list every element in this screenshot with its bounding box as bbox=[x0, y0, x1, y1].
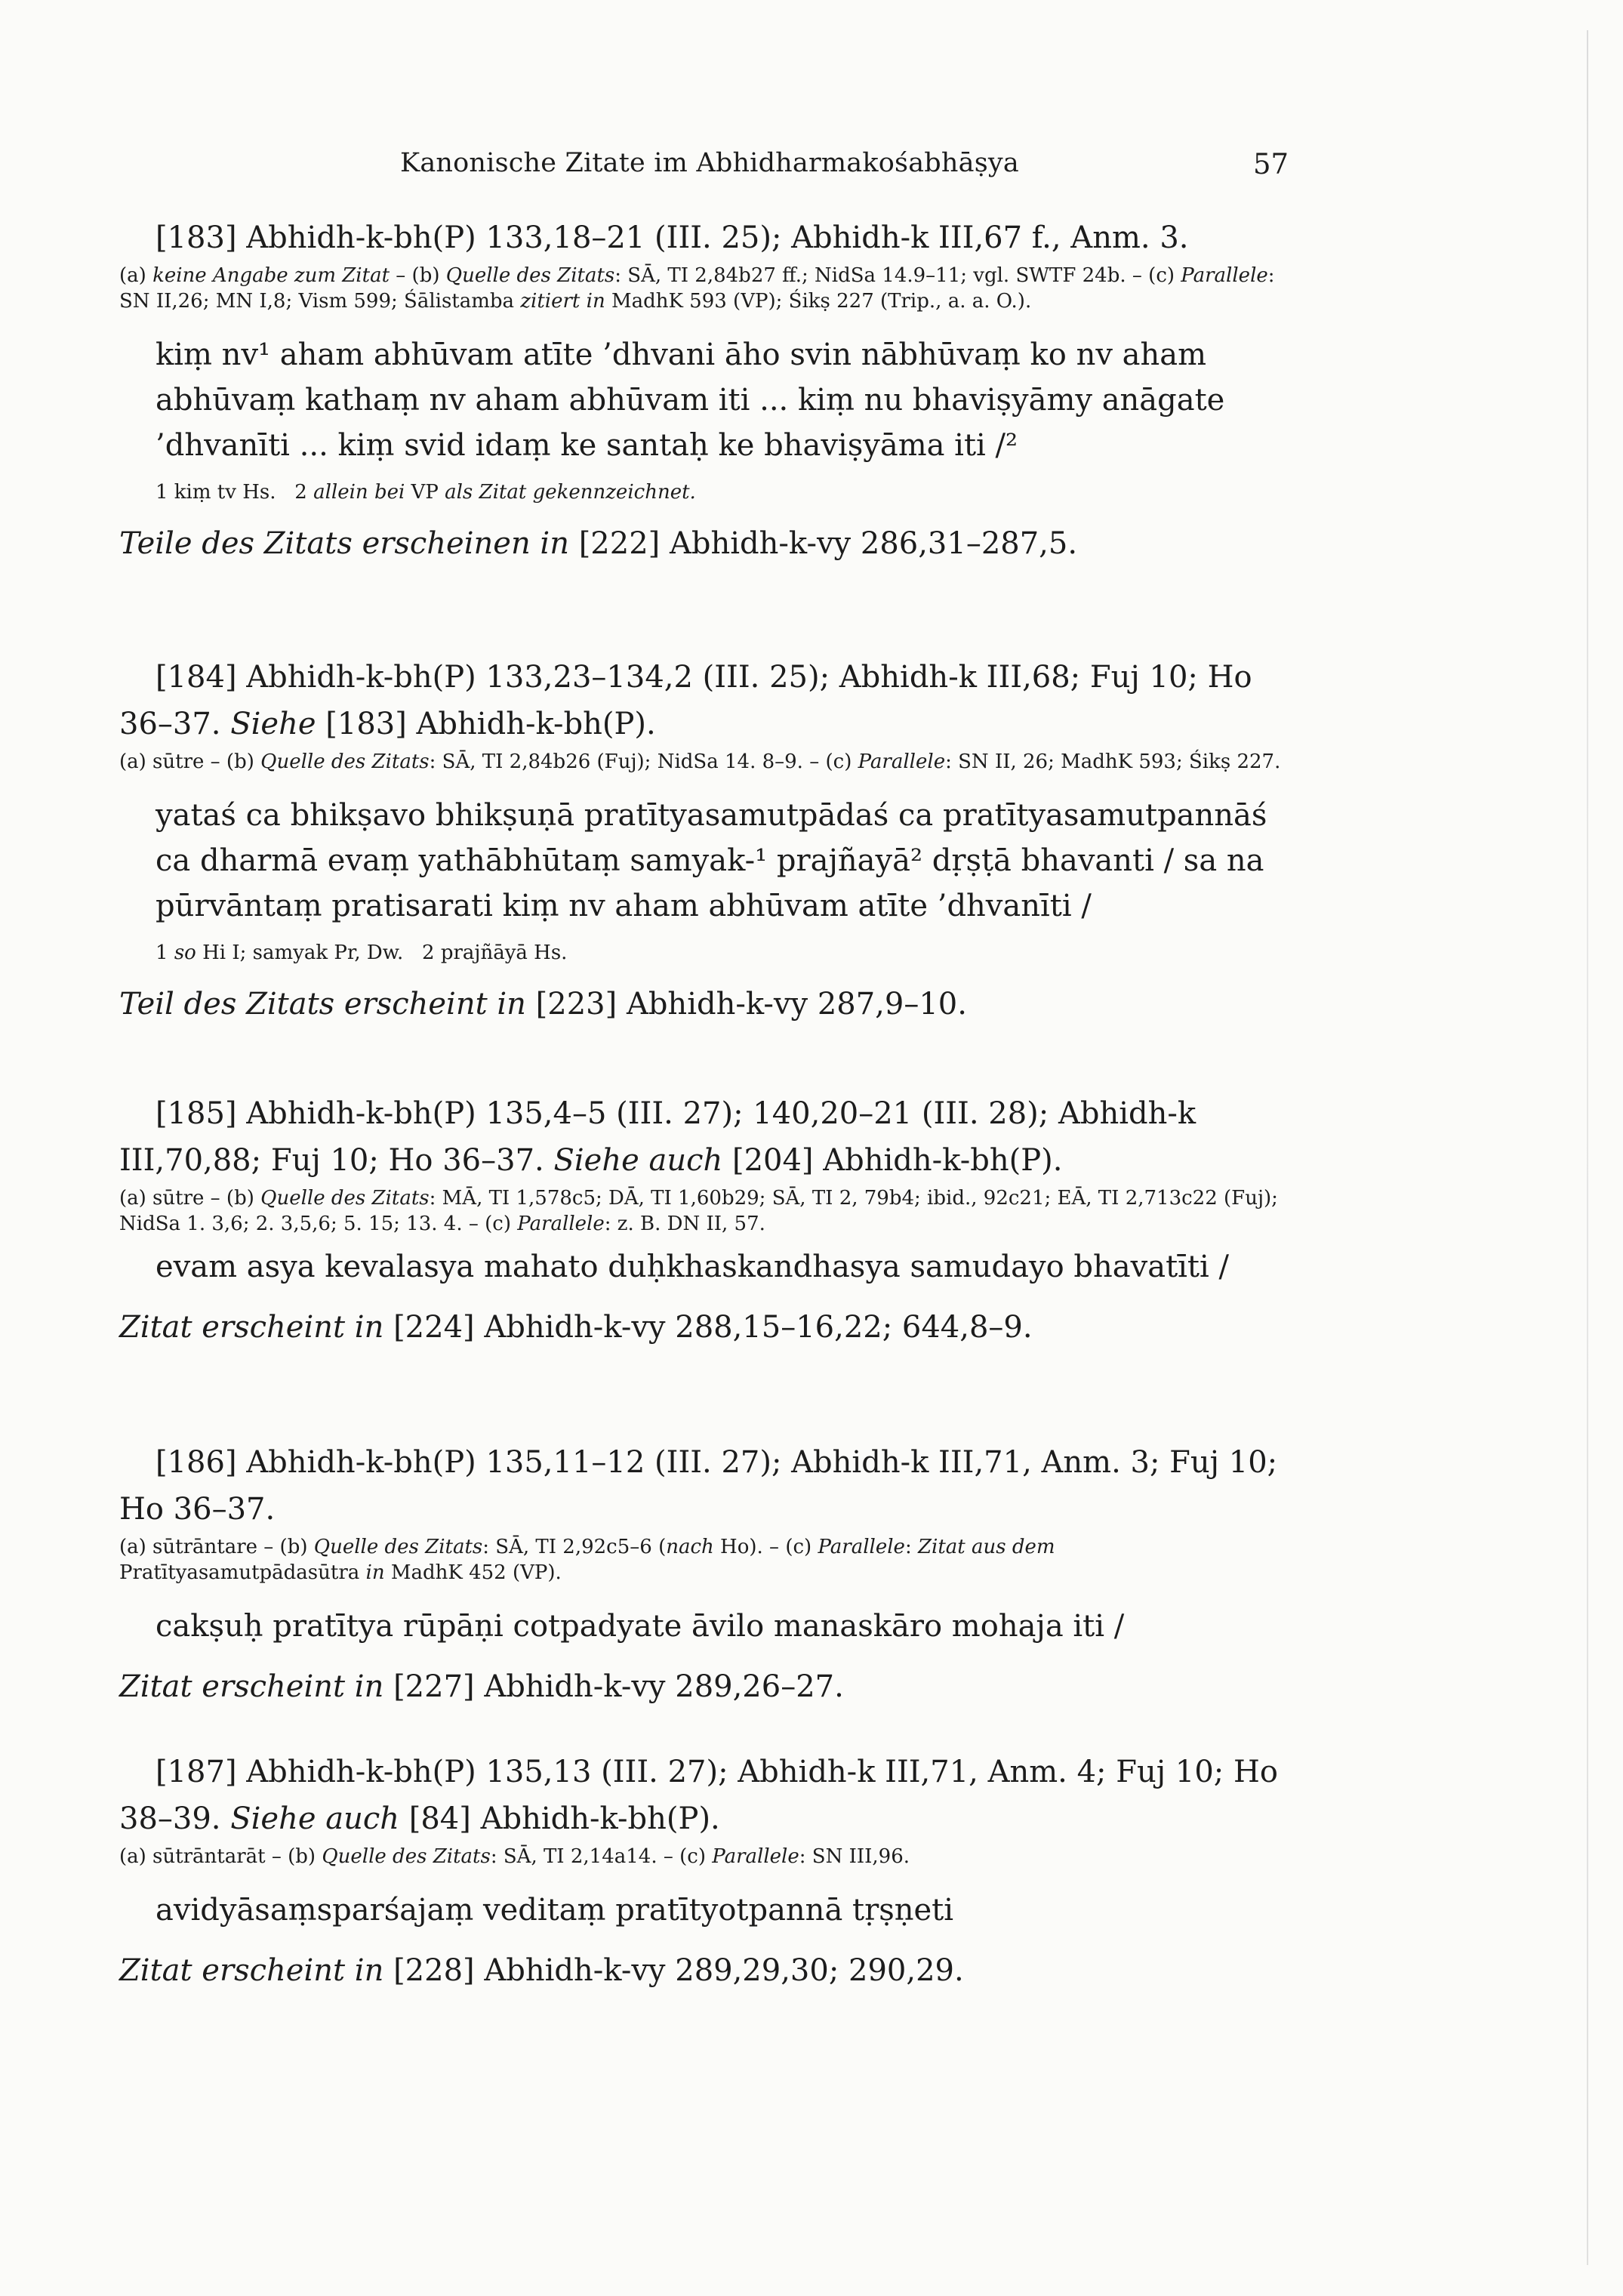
entry-notes bbox=[119, 263, 1297, 314]
heading-text: [187] Abhidh-k-bh(P) 135,13 (III. 27); Abhidh-k III,71, Anm. 4; Fuj 10; Ho 38–39. bbox=[119, 1755, 1278, 1836]
note-a: (a) sūtrāntare bbox=[119, 1536, 258, 1558]
entry-notes bbox=[119, 1185, 1297, 1237]
appears-in bbox=[119, 983, 1297, 1025]
footnote-1-num: 1 bbox=[156, 942, 174, 964]
footnotes bbox=[156, 479, 1297, 506]
note-c-end: MadhK 452 (VP). bbox=[384, 1561, 562, 1584]
note-c-label: – (c) bbox=[657, 1845, 713, 1868]
note-b: : MĀ, TI 1,578c5; DĀ, TI 1,60b29; SĀ, TI 2, 79b4; ibid., 92c21; EĀ, TI 2,713c22 (Fuj); NidSa 1. 3,6; 2. 3,5,6; 5. 15; 13. 4. bbox=[119, 1187, 1278, 1235]
appears-in bbox=[119, 1666, 1297, 1708]
appears-ref: [227] Abhidh-k-vy 289,26–27. bbox=[383, 1669, 844, 1704]
appears-label: Teile des Zitats erscheinen in bbox=[119, 526, 569, 561]
quote-text: yataś ca bhikṣavo bhikṣuṇā pratītyasamutpādaś ca pratītyasamutpannāś ca dharmā evaṃ yathābhūtaṃ samyak-¹ prajñayā² dṛṣṭā bhavanti / sa na pūrvāntaṃ pratisarati kiṃ nv aham abhūvam atīte ’dhvanīti / bbox=[156, 798, 1267, 923]
note-b-label: – (b) bbox=[265, 1845, 322, 1868]
footnote-2: 2 prajñāyā Hs. bbox=[422, 942, 568, 964]
note-b-end: Ho). bbox=[713, 1536, 763, 1558]
running-title: Kanonische Zitate im Abhidharmakośabhāṣya bbox=[400, 148, 1019, 178]
note-b: : SĀ, TI 2,92c5–6 ( bbox=[482, 1536, 667, 1558]
appears-ref: [223] Abhidh-k-vy 287,9–10. bbox=[525, 987, 967, 1022]
appears-in bbox=[119, 522, 1297, 565]
note-b-label: – (b) bbox=[390, 264, 446, 287]
heading-italic: Siehe auch bbox=[230, 1801, 400, 1836]
entry-notes bbox=[119, 1534, 1297, 1586]
appears-ref: [224] Abhidh-k-vy 288,15–16,22; 644,8–9. bbox=[383, 1310, 1033, 1345]
note-c-label-italic: Parallele bbox=[517, 1213, 605, 1235]
heading-italic: Siehe auch bbox=[553, 1143, 723, 1178]
note-b-label-italic: Quelle des Zitats bbox=[445, 264, 615, 287]
note-c-italic: Zitat aus dem bbox=[917, 1536, 1055, 1558]
heading-italic: Siehe bbox=[230, 707, 316, 741]
quote-text: cakṣuḥ pratītya rūpāṇi cotpadyate āvilo manaskāro mohaja iti / bbox=[156, 1609, 1125, 1644]
entry-notes bbox=[119, 1844, 1297, 1869]
appears-ref: [222] Abhidh-k-vy 286,31–287,5. bbox=[568, 526, 1078, 561]
appears-label: Zitat erscheint in bbox=[119, 1310, 384, 1345]
entry-186 bbox=[119, 1439, 1297, 1708]
entry-185 bbox=[119, 1090, 1297, 1348]
heading-end: [204] Abhidh-k-bh(P). bbox=[722, 1143, 1063, 1178]
note-b-label-italic: Quelle des Zitats bbox=[260, 1187, 430, 1210]
note-b-italic: nach bbox=[666, 1536, 714, 1558]
note-b-label-italic: Quelle des Zitats bbox=[260, 750, 430, 773]
appears-in bbox=[119, 1949, 1297, 1992]
heading-text: [185] Abhidh-k-bh(P) 135,4–5 (III. 27); 140,20–21 (III. 28); Abhidh-k III,70,88; Fuj 10; Ho 36–37. bbox=[119, 1096, 1196, 1178]
footnote-1-italic: so bbox=[174, 942, 196, 964]
note-c: : SN II, 26; MadhK 593; Śikṣ 227. bbox=[945, 750, 1281, 773]
appears-label: Zitat erscheint in bbox=[119, 1669, 384, 1704]
appears-in bbox=[119, 1306, 1297, 1348]
heading-text: [184] Abhidh-k-bh(P) 133,23–134,2 (III. 25); Abhidh-k III,68; Fuj 10; Ho 36–37. bbox=[119, 660, 1252, 741]
appears-label: Zitat erscheint in bbox=[119, 1953, 384, 1988]
note-c-label: – (c) bbox=[802, 750, 858, 773]
note-b: : SĀ, TI 2,14a14. bbox=[490, 1845, 658, 1868]
note-a: (a) sūtrāntarāt bbox=[119, 1845, 266, 1868]
note-c-italic: zitiert in bbox=[520, 290, 605, 313]
note-c: : bbox=[904, 1536, 918, 1558]
note-c: : z. B. DN II, 57. bbox=[604, 1213, 765, 1235]
entry-183 bbox=[119, 214, 1297, 565]
note-b-label: – (b) bbox=[204, 750, 261, 773]
footnote-1: Hi I; samyak Pr, Dw. bbox=[196, 942, 404, 964]
footnotes bbox=[156, 939, 1297, 966]
quote-text: evam asya kevalasya mahato duḥkhaskandhasya samudayo bhavatīti / bbox=[156, 1250, 1229, 1284]
entry-notes bbox=[119, 749, 1297, 775]
entry-184 bbox=[119, 654, 1297, 1025]
footnote-2-mid: VP bbox=[405, 481, 445, 504]
note-c-label: – (c) bbox=[1126, 264, 1181, 287]
footnote-1: 1 kiṃ tv Hs. bbox=[156, 481, 276, 504]
note-c-label: – (c) bbox=[762, 1536, 818, 1558]
entry-heading: [183] Abhidh-k-bh(P) 133,18–21 (III. 25); Abhidh-k III,67 f., Anm. 3. bbox=[156, 220, 1189, 255]
scan-edge bbox=[1587, 30, 1588, 2265]
note-c-end: MadhK 593 (VP); Śikṣ 227 (Trip., a. a. O.). bbox=[605, 290, 1032, 313]
note-c-mid: Pratītyasamutpādasūtra bbox=[119, 1561, 366, 1584]
entry-heading bbox=[119, 654, 1297, 747]
appears-label: Teil des Zitats erscheint in bbox=[119, 987, 526, 1022]
note-a: (a) sūtre bbox=[119, 1187, 205, 1210]
note-c-label: – (c) bbox=[462, 1213, 518, 1235]
entry-heading bbox=[119, 1090, 1297, 1184]
footnote-2-italic: allein bei bbox=[313, 481, 405, 504]
entry-187 bbox=[119, 1749, 1297, 1992]
note-c: : SN III,96. bbox=[799, 1845, 910, 1868]
entry-heading bbox=[119, 1749, 1297, 1842]
page-number: 57 bbox=[1253, 148, 1289, 180]
note-a: keine Angabe zum Zitat bbox=[152, 264, 390, 287]
note-c-label-italic: Parallele bbox=[1181, 264, 1268, 287]
note-b: : SĀ, TI 2,84b27 ff.; NidSa 14.9–11; vgl. SWTF 24b. bbox=[614, 264, 1126, 287]
heading-end: [183] Abhidh-k-bh(P). bbox=[316, 707, 656, 741]
note-b-label-italic: Quelle des Zitats bbox=[313, 1536, 483, 1558]
note-c-label-italic: Parallele bbox=[712, 1845, 799, 1868]
note-b-label: – (b) bbox=[204, 1187, 261, 1210]
heading-end: [84] Abhidh-k-bh(P). bbox=[399, 1801, 720, 1836]
note-c-label-italic: Parallele bbox=[818, 1536, 905, 1558]
quote-text: avidyāsaṃsparśajaṃ veditaṃ pratītyotpannā tṛṣṇeti bbox=[156, 1893, 954, 1928]
footnote-2-italic-end: als Zitat gekennzeichnet. bbox=[445, 481, 696, 504]
note-b: : SĀ, TI 2,84b26 (Fuj); NidSa 14. 8–9. bbox=[429, 750, 803, 773]
footnote-2-num: 2 bbox=[294, 481, 314, 504]
note-b-label: – (b) bbox=[257, 1536, 314, 1558]
note-c: : SN II,26; MN I,8; Vism 599; Śālistamba bbox=[119, 264, 1275, 313]
appears-ref: [228] Abhidh-k-vy 289,29,30; 290,29. bbox=[383, 1953, 964, 1988]
note-a-label: (a) bbox=[119, 264, 153, 287]
note-c-italic-in: in bbox=[365, 1561, 385, 1584]
entry-heading: [186] Abhidh-k-bh(P) 135,11–12 (III. 27); Abhidh-k III,71, Anm. 3; Fuj 10; Ho 36–37. bbox=[119, 1445, 1278, 1527]
note-a: (a) sūtre bbox=[119, 750, 205, 773]
note-c-label-italic: Parallele bbox=[858, 750, 946, 773]
quote-text: kiṃ nv¹ aham abhūvam atīte ’dhvani āho svin nābhūvaṃ ko nv aham abhūvaṃ kathaṃ nv aham abhūvam iti ... kiṃ nu bhaviṣyāmy anāgate ’dhvanīti ... kiṃ svid idaṃ ke santaḥ ke bhaviṣyāma iti /² bbox=[156, 337, 1225, 463]
note-b-label-italic: Quelle des Zitats bbox=[322, 1845, 491, 1868]
